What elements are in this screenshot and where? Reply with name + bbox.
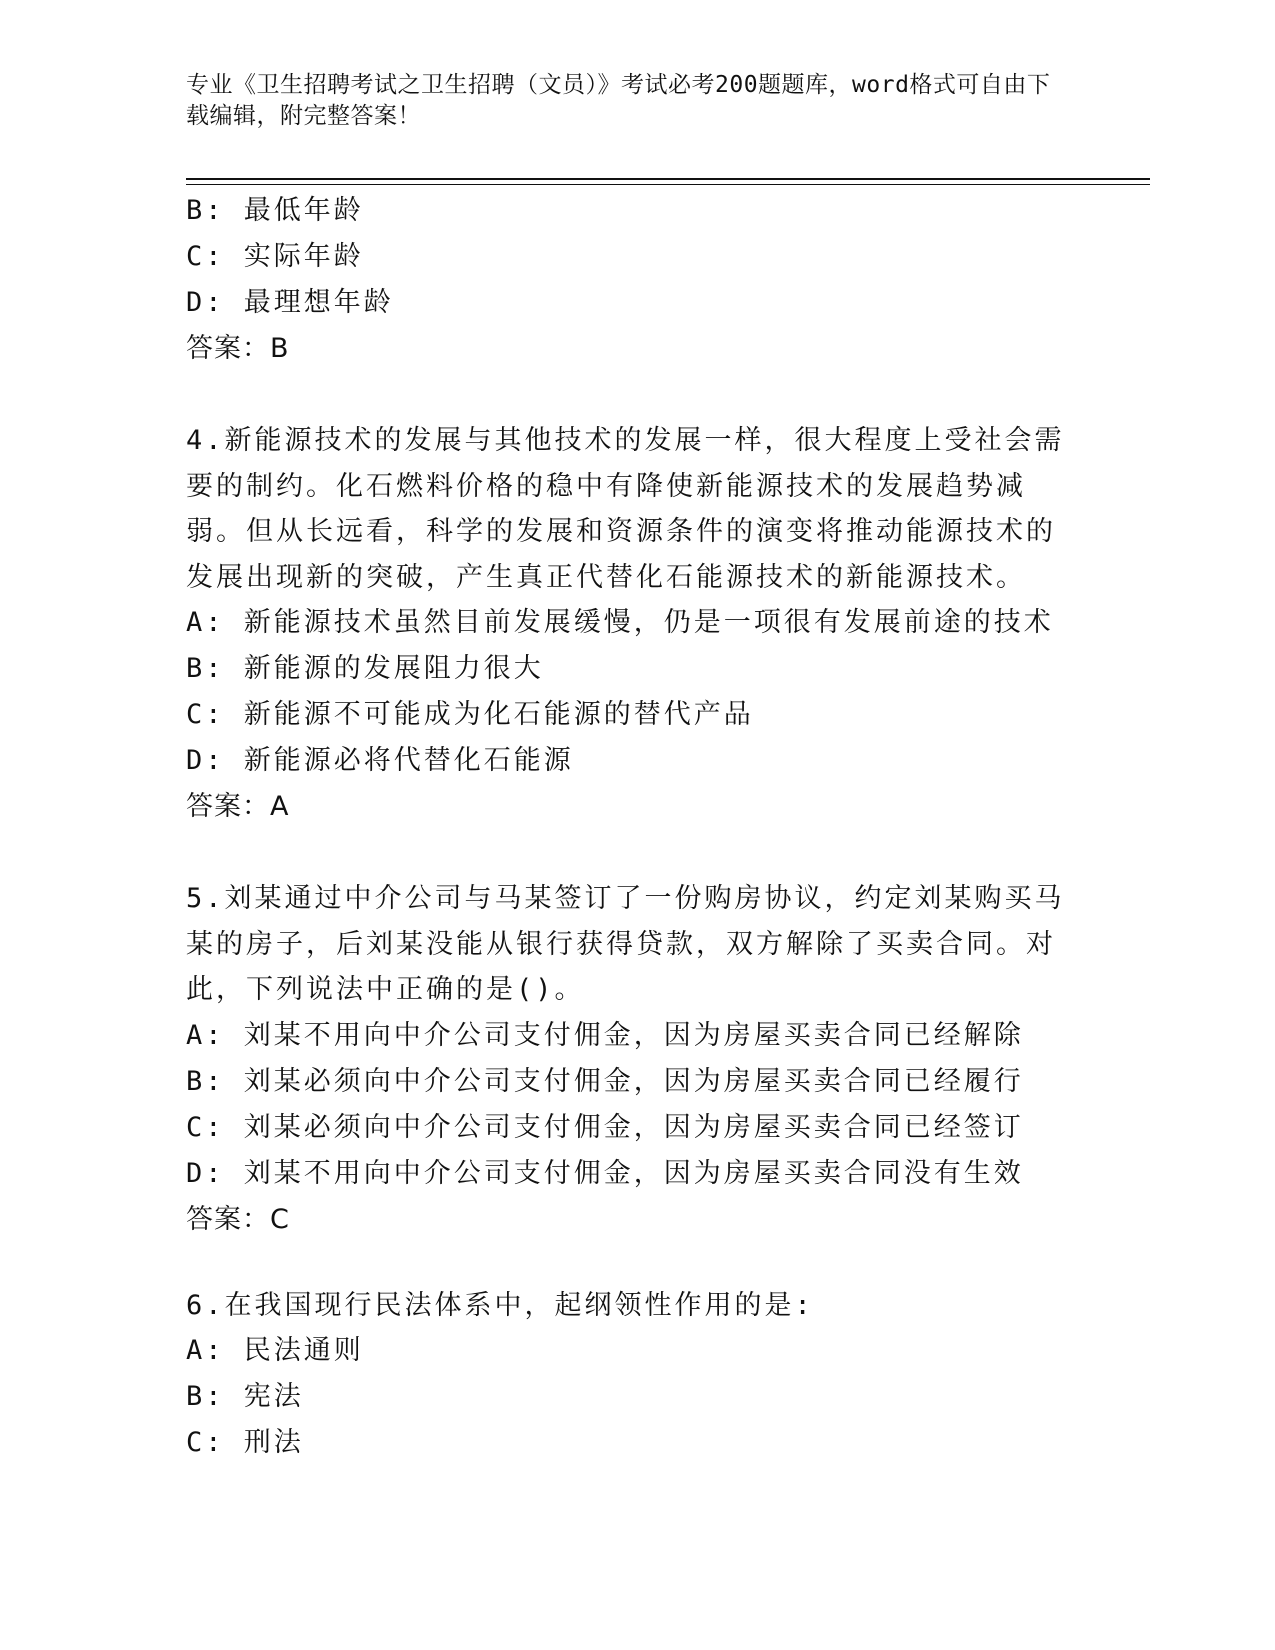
spacer xyxy=(186,1243,1066,1283)
option-text: 新能源必将代替化石能源 xyxy=(243,745,574,776)
option-label: C: xyxy=(186,699,225,730)
option-text: 刘某必须向中介公司支付佣金，因为房屋买卖合同已经签订 xyxy=(243,1111,1024,1143)
option-label: B: xyxy=(186,195,225,226)
option-d xyxy=(186,738,1066,784)
option-label: B: xyxy=(186,1065,225,1097)
option-a xyxy=(186,1013,1066,1059)
question-4 xyxy=(186,418,1066,830)
answer-line: 答案：A xyxy=(186,791,290,822)
option-label: C: xyxy=(186,1427,225,1458)
option-b xyxy=(186,188,1066,234)
option-a xyxy=(186,600,1066,646)
question-6 xyxy=(186,1283,1066,1467)
option-label: D: xyxy=(186,287,225,318)
option-b xyxy=(186,1374,1066,1420)
question-text: 6.在我国现行民法体系中，起纲领性作用的是: xyxy=(186,1289,814,1321)
answer-line: 答案：B xyxy=(186,333,290,364)
option-text: 刑法 xyxy=(243,1427,304,1458)
question-5 xyxy=(186,876,1066,1243)
option-text: 新能源技术虽然目前发展缓慢，仍是一项很有发展前途的技术 xyxy=(243,607,1054,638)
option-c xyxy=(186,1105,1066,1151)
option-c xyxy=(186,1420,1066,1466)
spacer xyxy=(186,372,1066,418)
option-b xyxy=(186,1059,1066,1105)
question-text: 4.新能源技术的发展与其他技术的发展一样，很大程度上受社会需要的制约。化石燃料价格的稳中有降使新能源技术的发展趋势减弱。但从长远看，科学的发展和资源条件的演变将推动能源技术的发展出现新的突破，产生真正代替化石能源技术的新能源技术。 xyxy=(186,425,1065,593)
answer-line: 答案：C xyxy=(186,1203,290,1235)
option-b xyxy=(186,646,1066,692)
option-label: C: xyxy=(186,1111,225,1143)
option-label: B: xyxy=(186,1381,225,1412)
option-label: D: xyxy=(186,745,225,776)
header-rule-thick xyxy=(186,178,1150,180)
option-text: 新能源的发展阻力很大 xyxy=(243,653,544,684)
option-label: D: xyxy=(186,1157,225,1189)
option-c xyxy=(186,692,1066,738)
option-text: 实际年龄 xyxy=(243,241,364,272)
option-d xyxy=(186,1151,1066,1197)
option-text: 新能源不可能成为化石能源的替代产品 xyxy=(243,699,754,730)
option-label: B: xyxy=(186,653,225,684)
option-text: 宪法 xyxy=(243,1381,304,1412)
option-text: 民法通则 xyxy=(243,1335,364,1366)
option-a xyxy=(186,1328,1066,1374)
page-header: 专业《卫生招聘考试之卫生招聘（文员）》考试必考200题题库，word格式可自由下载编辑，附完整答案！ xyxy=(186,72,1051,129)
option-label: A: xyxy=(186,607,225,638)
option-label: A: xyxy=(186,1335,225,1366)
question-text: 5.刘某通过中介公司与马某签订了一份购房协议，约定刘某购买马某的房子，后刘某没能从银行获得贷款，双方解除了买卖合同。对此，下列说法中正确的是()。 xyxy=(186,883,1065,1005)
option-text: 最理想年龄 xyxy=(243,287,394,318)
option-label: C: xyxy=(186,241,225,272)
option-label: A: xyxy=(186,1019,225,1051)
option-text: 刘某必须向中介公司支付佣金，因为房屋买卖合同已经履行 xyxy=(243,1065,1024,1097)
spacer xyxy=(186,830,1066,876)
question-3 xyxy=(186,188,1066,372)
option-text: 刘某不用向中介公司支付佣金，因为房屋买卖合同没有生效 xyxy=(243,1157,1024,1189)
option-c xyxy=(186,234,1066,280)
header-rule-thin xyxy=(186,184,1150,185)
option-d xyxy=(186,280,1066,326)
question-list xyxy=(186,188,1066,1466)
option-text: 最低年龄 xyxy=(243,195,364,226)
option-text: 刘某不用向中介公司支付佣金，因为房屋买卖合同已经解除 xyxy=(243,1019,1024,1051)
